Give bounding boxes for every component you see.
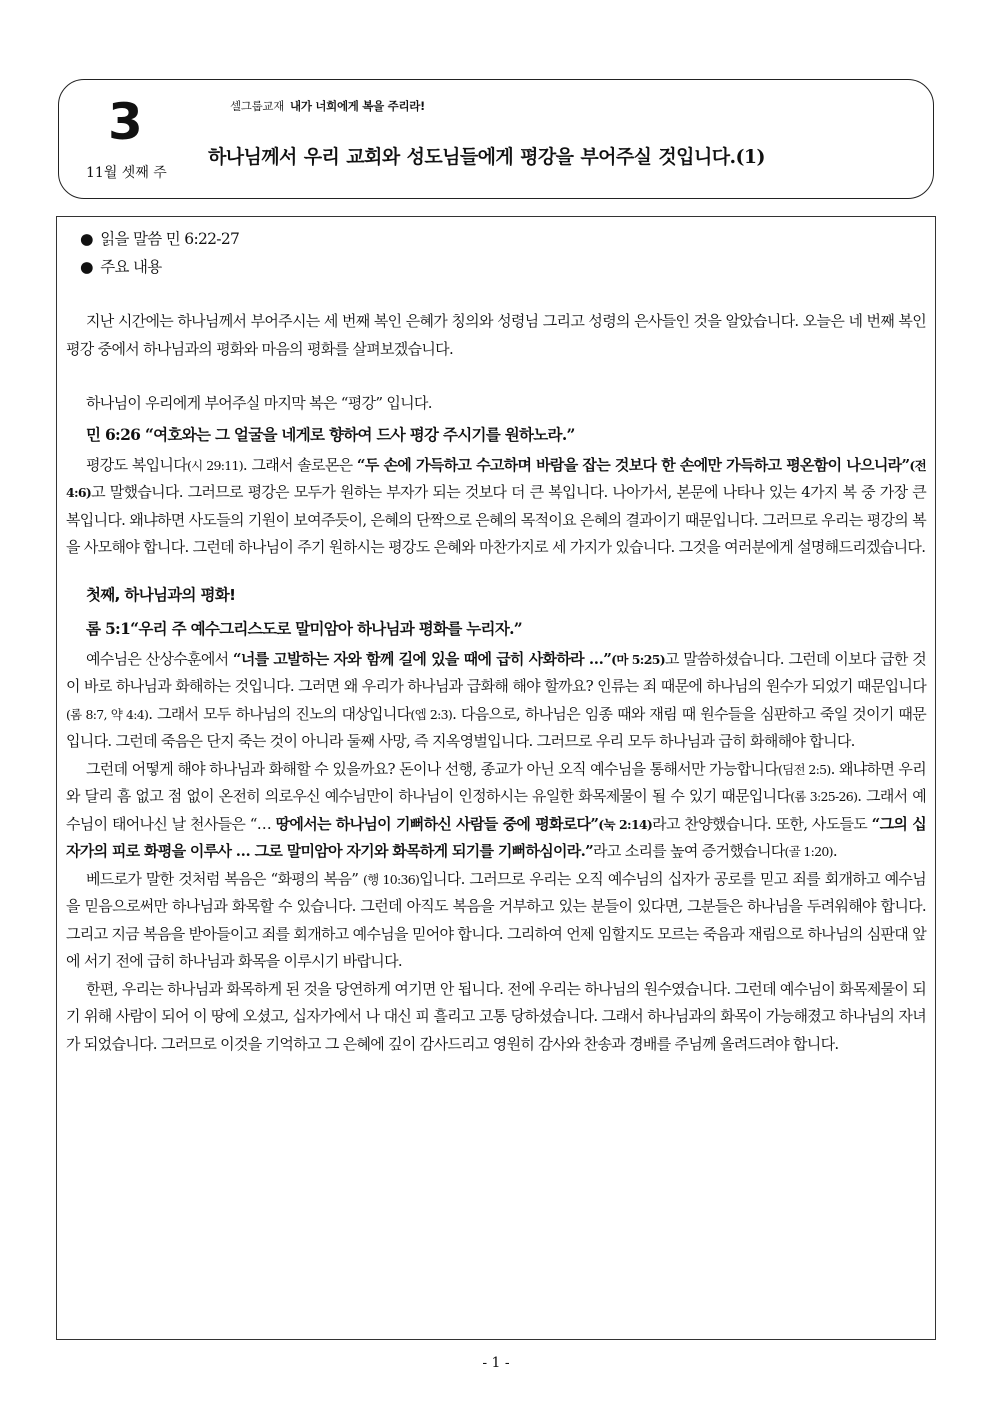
paragraph-4	[66, 646, 926, 756]
text-run: 입니다. 그러므로 우리는 오직 예수님의 십자가 공로를 믿고 죄를 회개하고 예수님을 믿음으로써만 하나님과 화목할 수 있습니다. 그런데 아직도 복음을 거부하고 있는 분들이 있다면, 그분들은 하나님을 두려워해야 합니다. 그리고 지금 복음을 받아들이고 죄를 회개하고 예수님을 믿어야 합니다. 그리하여 언제 임할지도 모르는 죽음과 재림으로 하나님의 심판대 앞에 서기 전에 급히 하나님과 화목을 이루시기 바랍니다.	[66, 869, 927, 970]
paragraph-1: 지난 시간에는 하나님께서 부어주시는 세 번째 복인 은혜가 칭의와 성령님 그리고 성령의 은사들인 것을 알았습니다. 오늘은 네 번째 복인 평강 중에서 하나님과의 평화와 마음의 평화를 살펴보겠습니다.	[66, 312, 926, 358]
text-run: 예수님은 산상수훈에서	[86, 649, 233, 668]
bullet-icon: ●	[80, 230, 93, 248]
scripture-ref: (눅 2:14)	[598, 816, 653, 832]
text-run: . 그래서 예수님이 태어나신 날 천사들은 “…	[66, 787, 926, 833]
scripture-ref: (엡 2:3)	[410, 706, 453, 722]
lesson-number: 3	[108, 93, 143, 151]
verse-numbers-6-26: 민 6:26 “여호와는 그 얼굴을 네게로 향하여 드사 평강 주시기를 원하노라.”	[86, 424, 575, 444]
quoted-verse: “너를 고발하는 자와 함께 길에 있을 때에 급히 사화하라 …”	[232, 649, 612, 668]
page-number: - 1 -	[482, 1355, 510, 1371]
scripture-ref: (골 1:20)	[784, 844, 833, 859]
paragraph-2: 하나님이 우리에게 부어주실 마지막 복은 “평강” 입니다.	[86, 394, 432, 412]
summary-line	[80, 254, 926, 282]
text-run: . 왜냐하면 우리와 달리 흠 없고 점 없이 온전히 의로우신 예수님만이 하나님이 인정하시는 유일한 화목제물이 될 수 있기 때문입니다	[66, 759, 926, 805]
series-name: 셀그룹교재	[230, 99, 285, 113]
series-title: 내가 너희에게 복을 주리라!	[290, 99, 426, 113]
text-run: . 그래서 모두 하나님의 진노의 대상입니다	[148, 704, 411, 723]
paragraph-3	[66, 452, 926, 562]
text-run: . 다음으로, 하나님은 임종 때와 재림 때 원수들을 심판하고 죽일 것이기 때문입니다. 그런데 죽음은 단지 죽는 것이 아니라 둘째 사망, 즉 지옥영벌입니다. 그러므로 우리 모두 하나님과 급히 화해해야 합니다.	[66, 704, 926, 750]
series-label	[230, 98, 425, 114]
verse-romans-5-1: 롬 5:1“우리 주 예수그리스도로 말미암아 하나님과 평화를 누리자.”	[86, 618, 523, 638]
paragraph-5	[66, 756, 926, 866]
quoted-verse: “두 손에 가득하고 수고하며 바람을 잡는 것보다 한 손에만 가득하고 평온함이 나으니라”	[356, 455, 910, 474]
scripture-ref: (시 29:11)	[187, 457, 243, 473]
week-label: 11월 셋째 주	[86, 165, 167, 181]
scripture-ref: (전 4:6)	[66, 457, 926, 500]
quoted-verse: “그의 십자가의 피로 화평을 이루사 … 그로 말미암아 자기와 화목하게 되기를 기뻐하심이라.”	[66, 814, 926, 860]
text-run: . 그래서 솔로몬은	[242, 455, 357, 474]
reading-reference: 민 6:22-27	[165, 230, 240, 248]
scripture-ref: (딤전 2:5)	[777, 761, 831, 777]
scripture-ref: (행 10:36)	[362, 871, 420, 887]
text-run: .	[832, 842, 837, 860]
text-run: 라고 찬양했습니다. 또한, 사도들도	[652, 814, 872, 833]
text-run: 그런데 어떻게 해야 하나님과 화해할 수 있을까요? 돈이나 선행, 종교가 아닌 오직 예수님을 통해서만 가능합니다	[86, 759, 778, 778]
reading-line	[80, 226, 926, 254]
quoted-verse: 땅에서는 하나님이 기뻐하신 사람들 중에 평화로다”	[275, 814, 599, 833]
text-run: 베드로가 말한 것처럼 복음은 “화평의 복음”	[86, 869, 363, 888]
summary-label: 주요 내용	[100, 257, 162, 276]
text-run: 고 말씀하셨습니다. 그런데 이보다 급한 것이 바로 하나님과 화해하는 것입니다. 그러면 왜 우리가 하나님과 급화해 해야 할까요? 인류는 죄 때문에 하나님의 원수가 되었기 때문입니다	[66, 649, 926, 695]
text-run: 고 말했습니다. 그러므로 평강은 모두가 원하는 부자가 되는 것보다 더 큰 복입니다. 나아가서, 본문에 나타나 있는 4가지 복 중 가장 큰 복입니다. 왜냐하면 사도들의 기원이 보여주듯이, 은혜의 단짝으로 은혜의 목적이요 은혜의 결과이기 때문입니다. 그러므로 우리는 평강의 복을 사모해야 합니다. 그런데 하나님이 주기 원하시는 평강도 은혜와 마찬가지로 세 가지가 있습니다. 그것을 여러분에게 설명해드리겠습니다.	[66, 483, 926, 556]
text-run: 라고 소리를 높여 증거했습니다	[593, 842, 785, 860]
page-title: 하나님께서 우리 교회와 성도님들에게 평강을 부어주실 것입니다.(1)	[208, 146, 765, 168]
text-run: 평강도 복입니다	[86, 455, 187, 474]
bullet-icon: ●	[80, 257, 93, 276]
header-box	[58, 79, 934, 199]
scripture-ref: (롬 8:7, 약 4:4)	[66, 706, 149, 722]
document-body	[66, 226, 926, 1058]
scripture-ref: (마 5:25)	[611, 651, 665, 667]
section-heading-1: 첫째, 하나님과의 평화!	[86, 585, 236, 604]
scripture-ref: (롬 3:25-26)	[790, 789, 858, 804]
paragraph-6	[66, 866, 926, 976]
paragraph-7: 한편, 우리는 하나님과 화목하게 된 것을 당연하게 여기면 안 됩니다. 전에 우리는 하나님의 원수였습니다. 그런데 예수님이 화목제물이 되기 위해 사람이 되어 이 땅에 오셨고, 십자가에서 나 대신 피 흘리고 고통 당하셨습니다. 그래서 하나님과의 화목이 가능해졌고 하나님의 자녀가 되었습니다. 그러므로 이것을 기억하고 그 은혜에 깊이 감사드리고 영원히 감사와 찬송과 경배를 주님께 올려드려야 합니다.	[66, 979, 926, 1053]
reading-label: 읽을 말씀	[100, 230, 162, 248]
